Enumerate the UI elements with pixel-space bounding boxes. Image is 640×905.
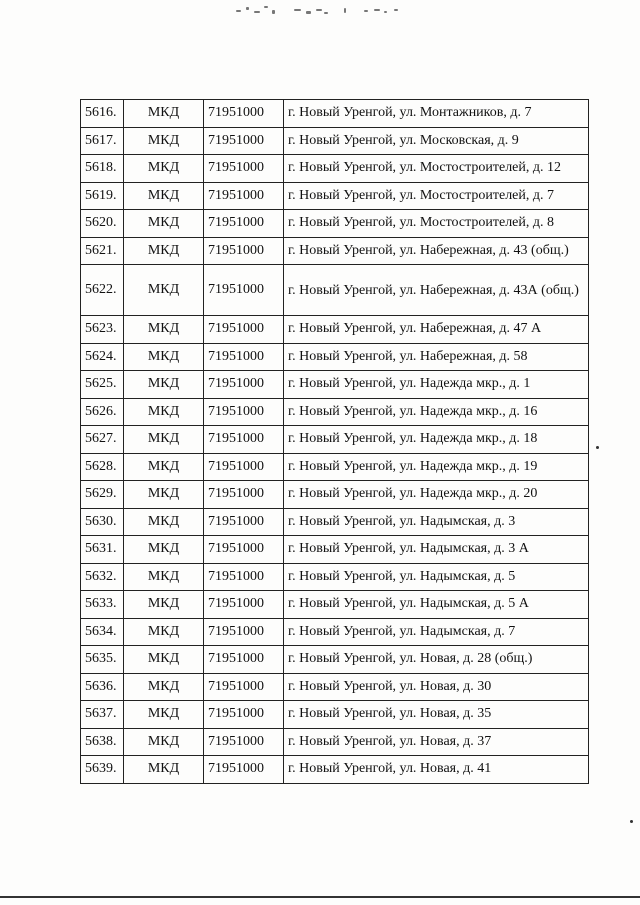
table-row [81, 426, 589, 454]
address: г. Новый Уренгой, ул. Надымская, д. 7 [284, 618, 589, 646]
object-type: МКД [124, 453, 204, 481]
row-number: 5631. [81, 536, 124, 564]
object-type: МКД [124, 756, 204, 784]
address: г. Новый Уренгой, ул. Московская, д. 9 [284, 127, 589, 155]
table-row [81, 210, 589, 238]
table-row [81, 591, 589, 619]
object-type: МКД [124, 646, 204, 674]
object-type: МКД [124, 237, 204, 265]
oktmo-code: 71951000 [204, 426, 284, 454]
address: г. Новый Уренгой, ул. Мостостроителей, д. 12 [284, 155, 589, 183]
address: г. Новый Уренгой, ул. Новая, д. 41 [284, 756, 589, 784]
address: г. Новый Уренгой, ул. Надымская, д. 3 [284, 508, 589, 536]
oktmo-code: 71951000 [204, 618, 284, 646]
object-type: МКД [124, 591, 204, 619]
table-row [81, 756, 589, 784]
scan-speck [630, 820, 633, 823]
oktmo-code: 71951000 [204, 265, 284, 316]
oktmo-code: 71951000 [204, 155, 284, 183]
address: г. Новый Уренгой, ул. Надежда мкр., д. 20 [284, 481, 589, 509]
row-number: 5629. [81, 481, 124, 509]
address: г. Новый Уренгой, ул. Надежда мкр., д. 16 [284, 398, 589, 426]
address: г. Новый Уренгой, ул. Набережная, д. 43А (общ.) [284, 265, 589, 316]
table-row [81, 701, 589, 729]
table-row [81, 728, 589, 756]
oktmo-code: 71951000 [204, 701, 284, 729]
table-row [81, 237, 589, 265]
object-type: МКД [124, 563, 204, 591]
row-number: 5623. [81, 316, 124, 344]
address: г. Новый Уренгой, ул. Надымская, д. 5 [284, 563, 589, 591]
oktmo-code: 71951000 [204, 182, 284, 210]
row-number: 5626. [81, 398, 124, 426]
oktmo-code: 71951000 [204, 210, 284, 238]
row-number: 5624. [81, 343, 124, 371]
object-type: МКД [124, 508, 204, 536]
object-type: МКД [124, 426, 204, 454]
address: г. Новый Уренгой, ул. Надежда мкр., д. 1 [284, 371, 589, 399]
scan-bottom-edge [0, 896, 640, 898]
address: г. Новый Уренгой, ул. Монтажников, д. 7 [284, 100, 589, 128]
row-number: 5628. [81, 453, 124, 481]
table-row [81, 316, 589, 344]
row-number: 5637. [81, 701, 124, 729]
row-number: 5619. [81, 182, 124, 210]
row-number: 5621. [81, 237, 124, 265]
row-number: 5616. [81, 100, 124, 128]
address: г. Новый Уренгой, ул. Надежда мкр., д. 19 [284, 453, 589, 481]
row-number: 5634. [81, 618, 124, 646]
row-number: 5625. [81, 371, 124, 399]
address: г. Новый Уренгой, ул. Мостостроителей, д. 8 [284, 210, 589, 238]
row-number: 5635. [81, 646, 124, 674]
object-type: МКД [124, 100, 204, 128]
oktmo-code: 71951000 [204, 591, 284, 619]
table-row [81, 481, 589, 509]
scan-artifact [232, 4, 412, 18]
table-row [81, 398, 589, 426]
table-row [81, 182, 589, 210]
table-row [81, 371, 589, 399]
oktmo-code: 71951000 [204, 371, 284, 399]
row-number: 5639. [81, 756, 124, 784]
table-row [81, 453, 589, 481]
address: г. Новый Уренгой, ул. Новая, д. 30 [284, 673, 589, 701]
object-type: МКД [124, 481, 204, 509]
address: г. Новый Уренгой, ул. Надымская, д. 5 А [284, 591, 589, 619]
oktmo-code: 71951000 [204, 673, 284, 701]
oktmo-code: 71951000 [204, 481, 284, 509]
object-type: МКД [124, 210, 204, 238]
address: г. Новый Уренгой, ул. Новая, д. 28 (общ.) [284, 646, 589, 674]
scan-speck [596, 446, 599, 449]
oktmo-code: 71951000 [204, 508, 284, 536]
oktmo-code: 71951000 [204, 536, 284, 564]
object-type: МКД [124, 265, 204, 316]
oktmo-code: 71951000 [204, 127, 284, 155]
table-row [81, 536, 589, 564]
row-number: 5636. [81, 673, 124, 701]
object-type: МКД [124, 673, 204, 701]
row-number: 5632. [81, 563, 124, 591]
row-number: 5617. [81, 127, 124, 155]
oktmo-code: 71951000 [204, 100, 284, 128]
oktmo-code: 71951000 [204, 237, 284, 265]
address: г. Новый Уренгой, ул. Надежда мкр., д. 18 [284, 426, 589, 454]
address: г. Новый Уренгой, ул. Набережная, д. 47 А [284, 316, 589, 344]
oktmo-code: 71951000 [204, 316, 284, 344]
address: г. Новый Уренгой, ул. Новая, д. 37 [284, 728, 589, 756]
address: г. Новый Уренгой, ул. Мостостроителей, д. 7 [284, 182, 589, 210]
object-type: МКД [124, 618, 204, 646]
row-number: 5638. [81, 728, 124, 756]
object-type: МКД [124, 127, 204, 155]
registry-table-body [81, 100, 589, 784]
object-type: МКД [124, 728, 204, 756]
table-row [81, 563, 589, 591]
oktmo-code: 71951000 [204, 343, 284, 371]
table-row [81, 646, 589, 674]
object-type: МКД [124, 701, 204, 729]
table-row [81, 508, 589, 536]
oktmo-code: 71951000 [204, 563, 284, 591]
oktmo-code: 71951000 [204, 756, 284, 784]
object-type: МКД [124, 182, 204, 210]
row-number: 5627. [81, 426, 124, 454]
address: г. Новый Уренгой, ул. Набережная, д. 43 (общ.) [284, 237, 589, 265]
object-type: МКД [124, 398, 204, 426]
row-number: 5620. [81, 210, 124, 238]
object-type: МКД [124, 536, 204, 564]
object-type: МКД [124, 343, 204, 371]
oktmo-code: 71951000 [204, 453, 284, 481]
table-row [81, 100, 589, 128]
row-number: 5633. [81, 591, 124, 619]
oktmo-code: 71951000 [204, 728, 284, 756]
object-type: МКД [124, 371, 204, 399]
table-row [81, 343, 589, 371]
object-type: МКД [124, 316, 204, 344]
address: г. Новый Уренгой, ул. Надымская, д. 3 А [284, 536, 589, 564]
table-row [81, 127, 589, 155]
address: г. Новый Уренгой, ул. Набережная, д. 58 [284, 343, 589, 371]
oktmo-code: 71951000 [204, 398, 284, 426]
row-number: 5618. [81, 155, 124, 183]
housing-registry-table [80, 99, 589, 784]
table-row [81, 673, 589, 701]
row-number: 5630. [81, 508, 124, 536]
table-row [81, 155, 589, 183]
address: г. Новый Уренгой, ул. Новая, д. 35 [284, 701, 589, 729]
object-type: МКД [124, 155, 204, 183]
oktmo-code: 71951000 [204, 646, 284, 674]
table-row [81, 265, 589, 316]
row-number: 5622. [81, 265, 124, 316]
table-row [81, 618, 589, 646]
